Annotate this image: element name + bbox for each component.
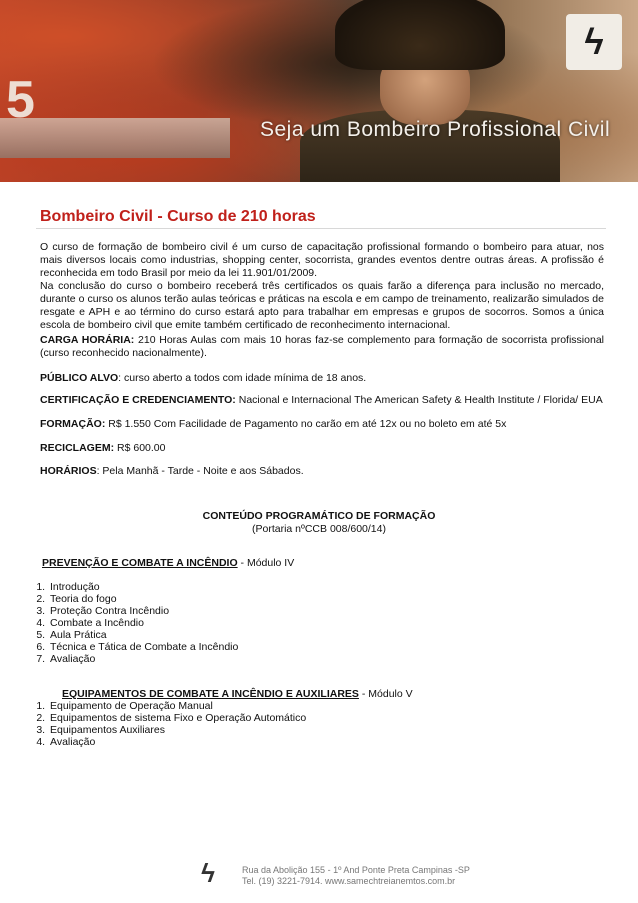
modulo-iv-title: PREVENÇÃO E COMBATE A INCÊNDIO: [42, 557, 238, 569]
list-item: 7. Avaliação: [48, 653, 238, 665]
reciclagem-text: R$ 600.00: [114, 442, 166, 454]
horarios-text: : Pela Manhã - Tarde - Noite e aos Sábados.: [96, 465, 304, 477]
modulo-iv-suffix: - Módulo IV: [237, 557, 295, 569]
intro-paragraph-1: O curso de formação de bombeiro civil é um curso de capacitação profissional formando o bombeiro para atuar, nos mais diversos locais como industrias, shopping center, socorrista, grandes eventos dentre outras áreas. A profissão é reconhecida em todo Brasil por meio da lei 11.901/01/2009.: [40, 241, 604, 279]
footer-line-2: Tel. (19) 3221-7914. www.samechtreianemtos.com.br: [242, 876, 456, 886]
list-item: 4. Combate a Incêndio: [48, 617, 238, 629]
list-item: 3. Proteção Contra Incêndio: [48, 605, 238, 617]
list-item: 3. Equipamentos Auxiliares: [48, 724, 306, 736]
horarios: [40, 465, 604, 478]
samech-logo-icon: ϟ: [584, 21, 604, 62]
footer-line-1: Rua da Abolição 155 - 1º And Ponte Preta Campinas -SP: [242, 865, 470, 875]
carga-text: 210 Horas Aulas com mais 10 horas faz-se complemento para formação de socorrista profissional (curso reconhecido nacionalmente).: [40, 334, 604, 359]
formacao-label: FORMAÇÃO:: [40, 418, 106, 430]
intro-paragraph-2: Na conclusão do curso o bombeiro receberá três certificados os quais farão a diferença para inclusão no mercado, durante o curso os alunos terão aulas teóricas e práticas na escola e em campo de treinamento, realizarão simulados de resgate e APH e ao término do curso estará apto para trabalhar em empresas e grupos de socorros. Somos a única escola de bombeiro civil que emite também certificado de reconhecimento internacional.: [40, 280, 604, 331]
publico-alvo: [40, 372, 604, 385]
truck-number: 5: [6, 71, 35, 129]
modulo-v-heading: [62, 688, 413, 700]
list-item: 5. Aula Prática: [48, 629, 238, 641]
certificacao-label: CERTIFICAÇÃO E CREDENCIAMENTO:: [40, 394, 236, 406]
carga-label: CARGA HORÁRIA:: [40, 334, 135, 346]
modulo-v-list: [28, 700, 306, 748]
list-item: 4. Avaliação: [48, 736, 306, 748]
page-title: Bombeiro Civil - Curso de 210 horas: [40, 208, 316, 225]
formacao: [40, 418, 604, 431]
footer-address: [242, 865, 470, 887]
certificacao-text: Nacional e Internacional The American Safety & Health Institute / Florida/ EUA: [235, 394, 603, 406]
firefighter-helmet: [335, 0, 505, 70]
list-item: 2. Equipamentos de sistema Fixo e Operação Automático: [48, 712, 306, 724]
modulo-v-suffix: - Módulo V: [358, 688, 413, 700]
list-item: 2. Teoria do fogo: [48, 593, 238, 605]
formacao-text: R$ 1.550 Com Facilidade de Pagamento no carão em até 12x ou no boleto em até 5x: [105, 418, 507, 430]
conteudo-subtitle: (Portaria nºCCB 008/600/14): [252, 523, 386, 535]
modulo-iv-heading: [42, 557, 294, 569]
reciclagem: [40, 442, 604, 455]
samech-logo: [566, 14, 622, 70]
modulo-iv-list: [28, 581, 238, 665]
list-item: 1. Equipamento de Operação Manual: [48, 700, 306, 712]
modulo-v-title: EQUIPAMENTOS DE COMBATE A INCÊNDIO E AUXILIARES: [62, 688, 359, 700]
footer-logo-icon: ϟ: [201, 857, 215, 888]
conteudo-title: CONTEÚDO PROGRAMÁTICO DE FORMAÇÃO: [202, 510, 436, 522]
horarios-label: HORÁRIOS: [40, 465, 97, 477]
title-divider: [36, 228, 606, 229]
publico-label: PÚBLICO ALVO: [40, 372, 119, 384]
list-item: 1. Introdução: [48, 581, 238, 593]
publico-text: : curso aberto a todos com idade mínima de 18 anos.: [118, 372, 367, 384]
banner-slogan: Seja um Bombeiro Profissional Civil: [260, 118, 611, 141]
header-banner: [0, 0, 638, 182]
list-item: 6. Técnica e Tática de Combate a Incêndio: [48, 641, 238, 653]
reciclagem-label: RECICLAGEM:: [40, 442, 115, 454]
certificacao: [40, 394, 604, 407]
carga-horaria: [40, 334, 604, 360]
